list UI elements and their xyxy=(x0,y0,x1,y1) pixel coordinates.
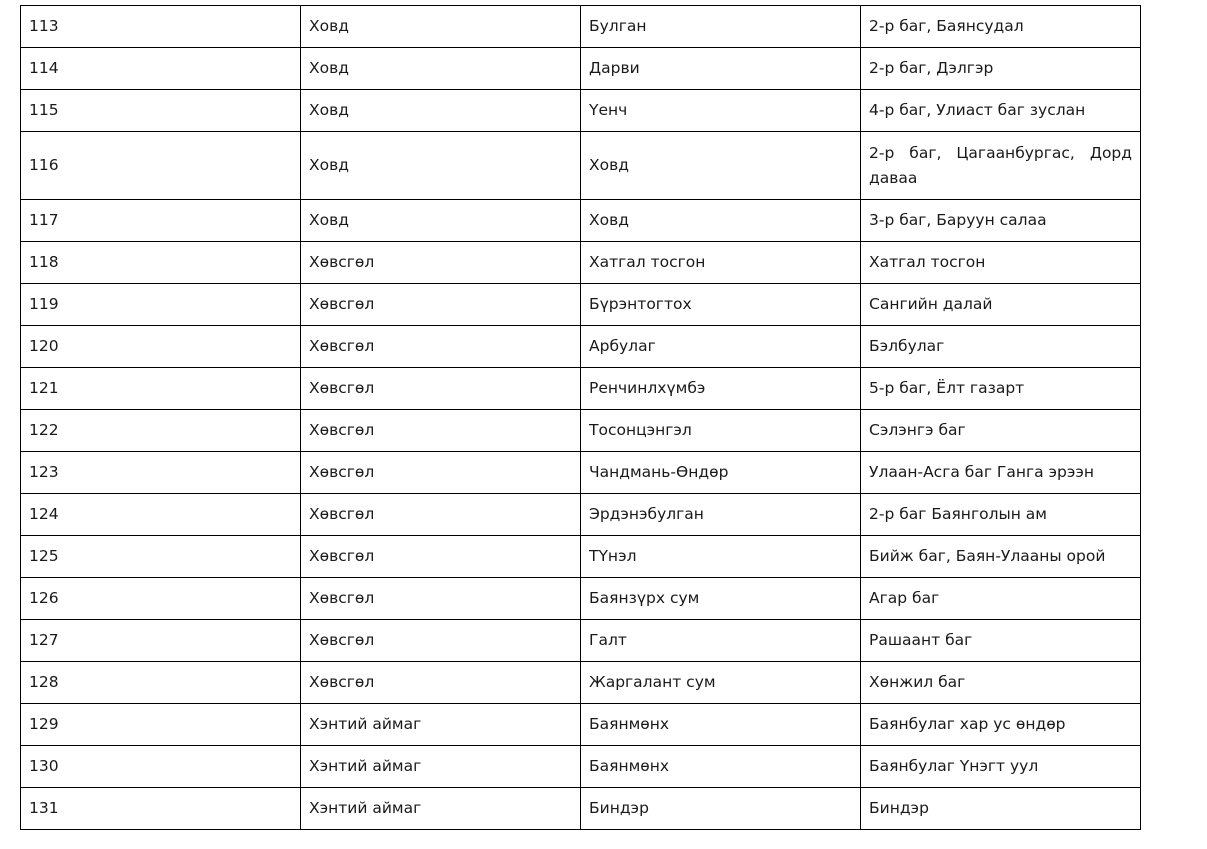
table-row xyxy=(21,494,1141,536)
sum-cell: Ховд xyxy=(581,132,861,200)
location-cell: Рашаант баг xyxy=(861,620,1141,662)
row-number: 118 xyxy=(21,242,301,284)
aimag-cell: Ховд xyxy=(301,90,581,132)
row-number: 122 xyxy=(21,410,301,452)
sum-cell: Эрдэнэбулган xyxy=(581,494,861,536)
row-number: 123 xyxy=(21,452,301,494)
aimag-cell: Хөвсгөл xyxy=(301,368,581,410)
row-number: 126 xyxy=(21,578,301,620)
locations-table xyxy=(20,5,1141,830)
row-number: 119 xyxy=(21,284,301,326)
table-row xyxy=(21,746,1141,788)
sum-cell: Ренчинлхүмбэ xyxy=(581,368,861,410)
aimag-cell: Ховд xyxy=(301,132,581,200)
table-row xyxy=(21,368,1141,410)
aimag-cell: Ховд xyxy=(301,48,581,90)
row-number: 131 xyxy=(21,788,301,830)
row-number: 130 xyxy=(21,746,301,788)
sum-cell: Тосонцэнгэл xyxy=(581,410,861,452)
sum-cell: Бүрэнтогтох xyxy=(581,284,861,326)
location-cell: Хатгал тосгон xyxy=(861,242,1141,284)
location-cell: 5-р баг, Ёлт газарт xyxy=(861,368,1141,410)
location-cell: Биндэр xyxy=(861,788,1141,830)
table-row xyxy=(21,410,1141,452)
aimag-cell: Хөвсгөл xyxy=(301,620,581,662)
table-row xyxy=(21,578,1141,620)
table-row xyxy=(21,620,1141,662)
table-row xyxy=(21,284,1141,326)
sum-cell: Дарви xyxy=(581,48,861,90)
location-cell: Бэлбулаг xyxy=(861,326,1141,368)
location-cell: Сангийн далай xyxy=(861,284,1141,326)
row-number: 117 xyxy=(21,200,301,242)
table-row xyxy=(21,704,1141,746)
table-row xyxy=(21,788,1141,830)
table-row xyxy=(21,242,1141,284)
location-cell: 3-р баг, Баруун салаа xyxy=(861,200,1141,242)
aimag-cell: Хөвсгөл xyxy=(301,410,581,452)
sum-cell: Баянзүрх сум xyxy=(581,578,861,620)
location-cell: Сэлэнгэ баг xyxy=(861,410,1141,452)
sum-cell: Арбулаг xyxy=(581,326,861,368)
table-row xyxy=(21,90,1141,132)
row-number: 125 xyxy=(21,536,301,578)
sum-cell: Үенч xyxy=(581,90,861,132)
location-cell: Хөнжил баг xyxy=(861,662,1141,704)
aimag-cell: Хөвсгөл xyxy=(301,494,581,536)
table-row xyxy=(21,132,1141,200)
aimag-cell: Хөвсгөл xyxy=(301,326,581,368)
aimag-cell: Ховд xyxy=(301,6,581,48)
location-cell: Улаан-Асга баг Ганга эрээн xyxy=(861,452,1141,494)
aimag-cell: Хэнтий аймаг xyxy=(301,746,581,788)
aimag-cell: Хөвсгөл xyxy=(301,452,581,494)
aimag-cell: Хөвсгөл xyxy=(301,578,581,620)
aimag-cell: Хэнтий аймаг xyxy=(301,704,581,746)
sum-cell: Булган xyxy=(581,6,861,48)
table-row xyxy=(21,662,1141,704)
location-cell: Агар баг xyxy=(861,578,1141,620)
location-cell: Бийж баг, Баян-Улааны орой xyxy=(861,536,1141,578)
aimag-cell: Хөвсгөл xyxy=(301,242,581,284)
table-row xyxy=(21,48,1141,90)
row-number: 124 xyxy=(21,494,301,536)
table-row xyxy=(21,200,1141,242)
aimag-cell: Хөвсгөл xyxy=(301,662,581,704)
row-number: 120 xyxy=(21,326,301,368)
table-row xyxy=(21,6,1141,48)
sum-cell: Ховд xyxy=(581,200,861,242)
aimag-cell: Хөвсгөл xyxy=(301,284,581,326)
sum-cell: Баянмөнх xyxy=(581,746,861,788)
location-cell: 2-р баг Баянголын ам xyxy=(861,494,1141,536)
location-cell: Баянбулаг хар ус өндөр xyxy=(861,704,1141,746)
row-number: 129 xyxy=(21,704,301,746)
location-cell: 4-р баг, Улиаст баг зуслан xyxy=(861,90,1141,132)
sum-cell: ТҮнэл xyxy=(581,536,861,578)
aimag-cell: Хөвсгөл xyxy=(301,536,581,578)
table-row xyxy=(21,452,1141,494)
aimag-cell: Ховд xyxy=(301,200,581,242)
location-cell: 2-р баг, Дэлгэр xyxy=(861,48,1141,90)
row-number: 116 xyxy=(21,132,301,200)
sum-cell: Хатгал тосгон xyxy=(581,242,861,284)
row-number: 114 xyxy=(21,48,301,90)
sum-cell: Чандмань-Өндөр xyxy=(581,452,861,494)
location-cell: 2-р баг, Цагаанбургас, Дорд даваа xyxy=(861,132,1141,200)
table-row xyxy=(21,326,1141,368)
row-number: 115 xyxy=(21,90,301,132)
sum-cell: Галт xyxy=(581,620,861,662)
sum-cell: Биндэр xyxy=(581,788,861,830)
aimag-cell: Хэнтий аймаг xyxy=(301,788,581,830)
row-number: 127 xyxy=(21,620,301,662)
row-number: 113 xyxy=(21,6,301,48)
row-number: 121 xyxy=(21,368,301,410)
table-body xyxy=(21,6,1141,830)
location-cell: Баянбулаг Үнэгт уул xyxy=(861,746,1141,788)
row-number: 128 xyxy=(21,662,301,704)
sum-cell: Жаргалант сум xyxy=(581,662,861,704)
sum-cell: Баянмөнх xyxy=(581,704,861,746)
location-cell: 2-р баг, Баянсудал xyxy=(861,6,1141,48)
table-row xyxy=(21,536,1141,578)
